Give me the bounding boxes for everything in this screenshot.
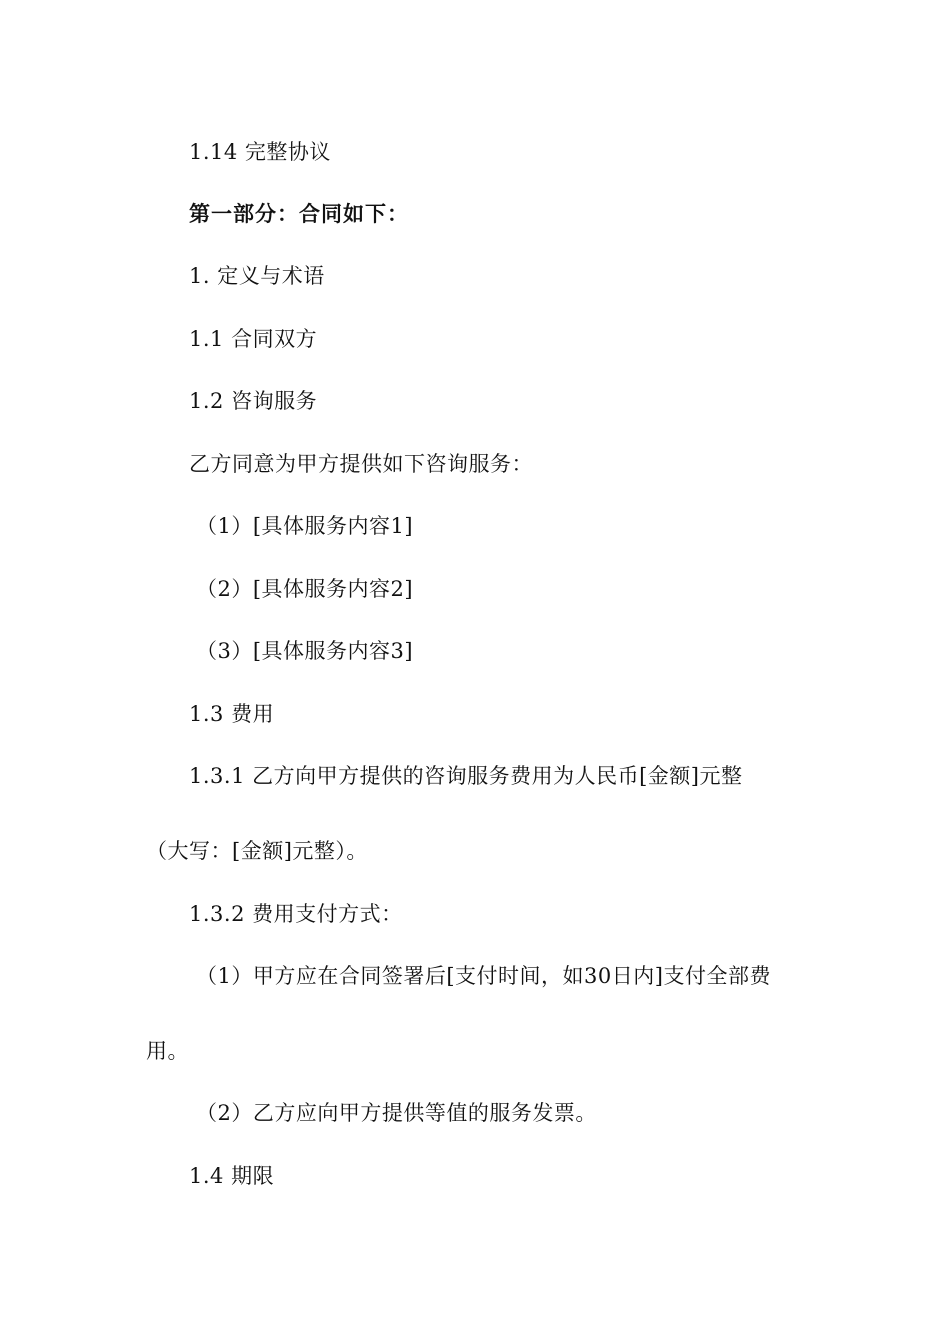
clause-1-3-2-heading: 1.3.2 费用支付方式： [189, 902, 403, 926]
service-item-1: （1）[具体服务内容1] [196, 514, 414, 538]
clause-1-4-heading: 1.4 期限 [189, 1164, 275, 1188]
service-item-2: （2）[具体服务内容2] [196, 577, 414, 601]
service-intro-text: 乙方同意为甲方提供如下咨询服务： [189, 452, 533, 476]
clause-1-3-1-continuation: （大写：[金额]元整）。 [146, 839, 368, 863]
clause-1-1-heading: 1.1 合同双方 [189, 327, 318, 351]
clause-1-3-heading: 1.3 费用 [189, 702, 275, 726]
clause-1-2-heading: 1.2 咨询服务 [189, 389, 318, 413]
clause-1-3-1-text: 1.3.1 乙方向甲方提供的咨询服务费用为人民币[金额]元整 [189, 764, 743, 788]
clause-1-14-heading: 1.14 完整协议 [189, 140, 331, 164]
payment-item-2: （2）乙方应向甲方提供等值的服务发票。 [196, 1101, 597, 1125]
payment-item-1-continuation: 用。 [146, 1039, 189, 1063]
service-item-3: （3）[具体服务内容3] [196, 639, 414, 663]
payment-item-1: （1）甲方应在合同签署后[支付时间，如30日内]支付全部费 [196, 964, 771, 988]
section-1-heading: 1. 定义与术语 [189, 264, 325, 288]
part-one-heading: 第一部分：合同如下： [189, 202, 409, 226]
